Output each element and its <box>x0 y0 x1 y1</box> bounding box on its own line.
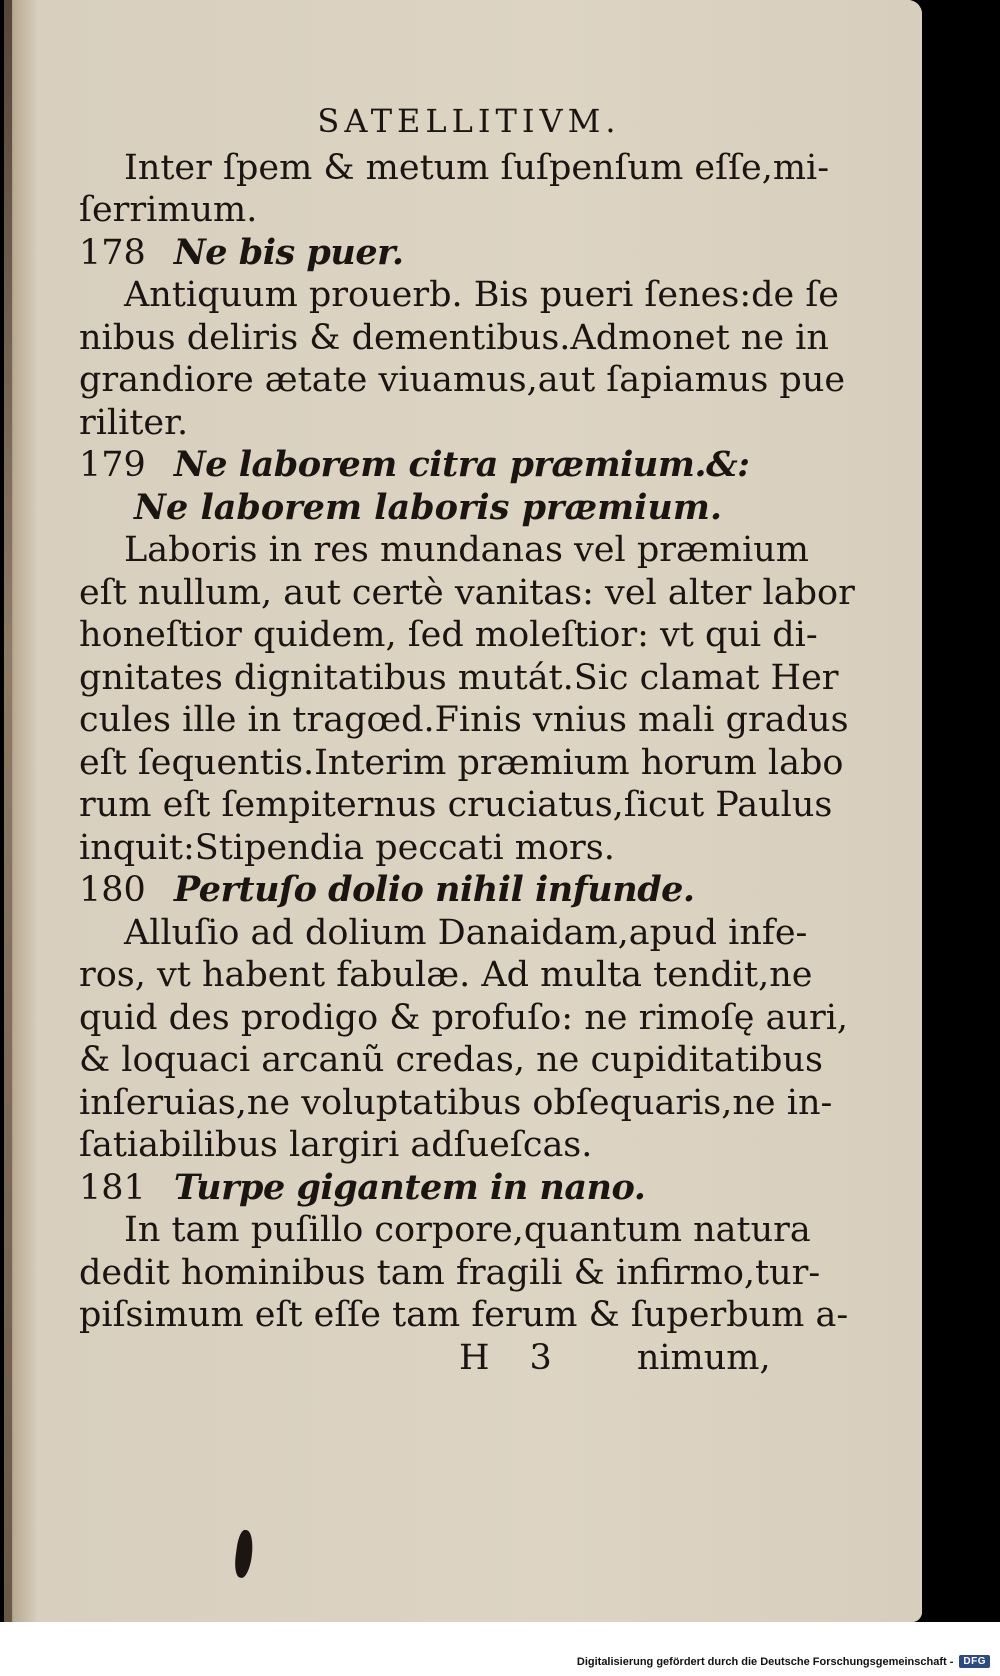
text-line: Alluſio ad dolium Danaidam,apud infe- <box>124 912 808 953</box>
entry-number: 179 <box>79 445 146 485</box>
entry-title: Ne bis puer. <box>173 231 404 273</box>
page-text-block <box>79 100 855 1379</box>
page-binding-edge <box>4 0 12 1622</box>
text-line: riliter. <box>79 402 189 443</box>
catchword: nimum, <box>636 1337 771 1378</box>
text-line: honeſtior quidem, ſed moleſtior: vt qui di- <box>79 615 818 655</box>
entry-title: Pertuſo dolio nihil infunde. <box>173 869 695 910</box>
text-line: gnitates dignitatibus mutát.Sic clamat Her <box>79 657 839 698</box>
text-line: Laboris in res mundanas vel præmium <box>124 530 809 570</box>
text-line: In tam puſillo corpore,quantum natura <box>124 1210 811 1250</box>
signature-mark: H <box>459 1337 490 1378</box>
text-line: rum eſt ſempiternus cruciatus,ſicut Paulus <box>79 785 833 825</box>
entry-subtitle: Ne laborem laboris præmium. <box>134 486 723 528</box>
text-line: Antiquum prouerb. Bis pueri ſenes:de ſe <box>124 275 840 315</box>
text-line: Inter ſpem & metum ſuſpenſum eſſe,mi- <box>124 147 830 188</box>
entry-number: 181 <box>79 1167 146 1208</box>
text-line: ſatiabilibus largiri adſueſcas. <box>79 1125 593 1165</box>
entry-number: 180 <box>79 870 146 910</box>
entry-heading <box>79 1167 799 1210</box>
entry-title: Ne laborem citra præmium.&: <box>173 444 750 485</box>
catchline <box>79 1337 799 1380</box>
text-line: eſt nullum, aut certè vanitas: vel alter labor <box>79 572 855 613</box>
text-line: ros, vt habent fabulæ. Ad multa tendit,ne <box>79 955 813 995</box>
running-head: SATELLITIVM. <box>317 102 621 140</box>
text-line: dedit hominibus tam fragili & infirmo,tur- <box>79 1252 821 1293</box>
footer-credit <box>577 1655 990 1668</box>
entry-title: Turpe gigantem in nano. <box>173 1166 646 1208</box>
book-page <box>4 0 922 1622</box>
text-line: piſsimum eſt eſſe tam ferum & ſuperbum a- <box>79 1295 849 1335</box>
text-line: quid des prodigo & profuſo: ne rimoſę auri, <box>79 997 849 1038</box>
text-lines <box>79 147 855 1337</box>
text-line: grandiore ætate viuamus,aut ſapiamus pue <box>79 360 846 400</box>
text-line: inſeruias,ne voluptatibus obſequaris,ne in- <box>79 1082 833 1123</box>
entry-heading <box>79 232 799 275</box>
footer-bar <box>0 1622 1000 1676</box>
entry-number: 178 <box>79 232 146 273</box>
text-line: & loquaci arcanũ credas, ne cupiditatibus <box>79 1040 823 1080</box>
entry-heading <box>79 869 799 912</box>
credit-text: Digitalisierung gefördert durch die Deutsche Forschungsgemeinschaft - <box>576 1655 954 1668</box>
signature-number: 3 <box>529 1337 552 1378</box>
text-line: eſt ſequentis.Interim præmium horum labo <box>79 742 844 783</box>
text-line: ſerrimum. <box>79 190 258 230</box>
text-line: cules ille in tragœd.Finis vnius mali gradus <box>79 700 849 740</box>
text-line: nibus deliris & dementibus.Admonet ne in <box>79 317 829 358</box>
entry-heading <box>79 444 799 487</box>
dfg-logo-icon: DFG <box>959 1655 990 1668</box>
text-line: inquit:Stipendia peccati mors. <box>79 827 615 868</box>
